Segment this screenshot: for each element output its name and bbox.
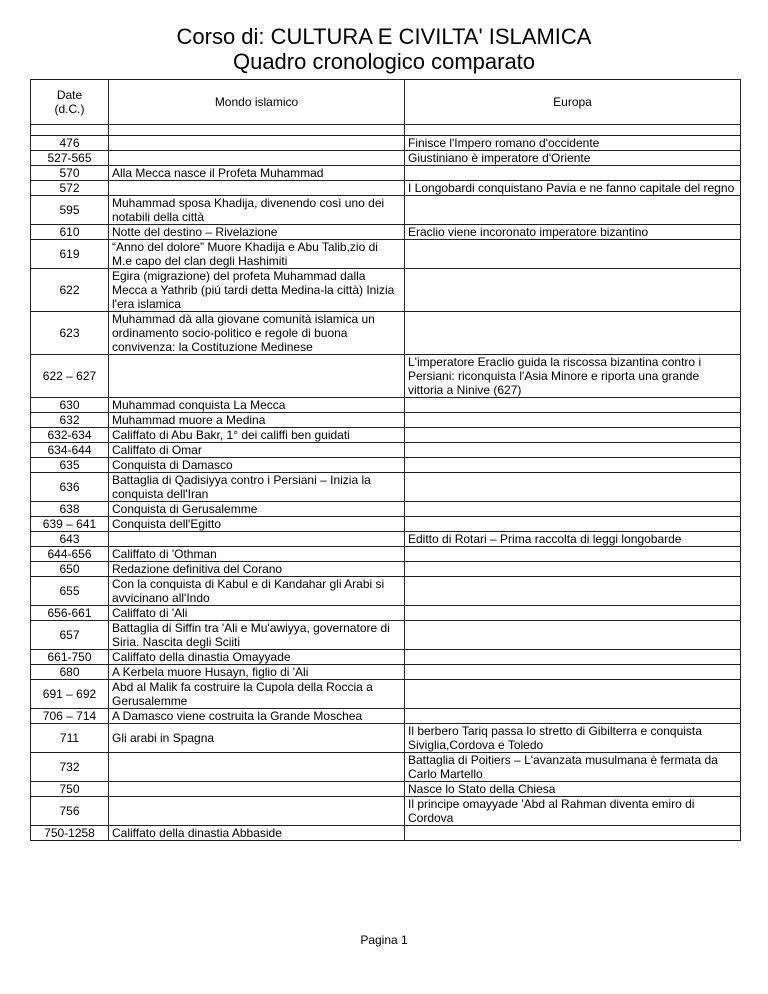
date-cell: 638: [31, 502, 109, 517]
islamic-world-cell: A Kerbela muore Husayn, figlio di 'Ali: [109, 665, 405, 680]
islamic-world-cell: Notte del destino – Rivelazione: [109, 225, 405, 240]
europe-cell: Eraclio viene incoronato imperatore bizantino: [405, 225, 741, 240]
europe-cell: I Longobardi conquistano Pavia e ne fanno capitale del regno: [405, 181, 741, 196]
islamic-world-cell: [109, 753, 405, 782]
date-cell: 635: [31, 458, 109, 473]
islamic-world-cell: Gli arabi in Spagna: [109, 724, 405, 753]
europe-cell: L'imperatore Eraclio guida la riscossa bizantina contro i Persiani: riconquista l'Asia Minore e riporta una grande vittoria a Ninive (627): [405, 355, 741, 398]
table-row: [31, 240, 741, 269]
date-cell: 650: [31, 562, 109, 577]
table-row: [31, 428, 741, 443]
europe-cell: [405, 680, 741, 709]
date-cell: 572: [31, 181, 109, 196]
date-cell: 630: [31, 398, 109, 413]
europe-cell: [405, 398, 741, 413]
date-cell: 632: [31, 413, 109, 428]
table-row: [31, 532, 741, 547]
header-row: [31, 80, 741, 125]
date-cell: 643: [31, 532, 109, 547]
islamic-world-cell: Califfato di Abu Bakr, 1° dei califfi ben guidati: [109, 428, 405, 443]
europe-cell: [405, 606, 741, 621]
date-cell: 655: [31, 577, 109, 606]
date-cell: 610: [31, 225, 109, 240]
europe-cell: Giustiniano è imperatore d'Oriente: [405, 151, 741, 166]
islamic-world-cell: [109, 782, 405, 797]
document-title: Corso di: CULTURA E CIVILTA' ISLAMICA: [176, 24, 592, 49]
date-cell: 476: [31, 136, 109, 151]
islamic-world-cell: Redazione definitiva del Corano: [109, 562, 405, 577]
europe-cell: Il principe omayyade 'Abd al Rahman diventa emiro di Cordova: [405, 797, 741, 826]
islamic-world-cell: Alla Mecca nasce il Profeta Muhammad: [109, 166, 405, 181]
europe-cell: [405, 577, 741, 606]
table-row: [31, 621, 741, 650]
table-row: [31, 473, 741, 502]
islamic-world-cell: Califfato di 'Othman: [109, 547, 405, 562]
chronology-table: [30, 79, 741, 841]
table-row: [31, 502, 741, 517]
table-body: [31, 125, 741, 841]
table-row: [31, 312, 741, 355]
europe-cell: [405, 196, 741, 225]
europe-cell: Finisce l'Impero romano d'occidente: [405, 136, 741, 151]
date-cell: 657: [31, 621, 109, 650]
date-cell: 527-565: [31, 151, 109, 166]
table-row: [31, 606, 741, 621]
table-row: [31, 225, 741, 240]
europe-cell: [405, 709, 741, 724]
date-cell: 756: [31, 797, 109, 826]
date-cell: 750-1258: [31, 826, 109, 841]
islamic-world-cell: [109, 151, 405, 166]
table-row: [31, 797, 741, 826]
date-cell: 622: [31, 269, 109, 312]
table-row: [31, 136, 741, 151]
date-cell: 623: [31, 312, 109, 355]
table-row: [31, 680, 741, 709]
date-cell: 632-634: [31, 428, 109, 443]
europe-cell: [405, 240, 741, 269]
table-row: [31, 562, 741, 577]
table-row: [31, 724, 741, 753]
islamic-world-cell: Con la conquista di Kabul e di Kandahar gli Arabi si avvicinano all'Indo: [109, 577, 405, 606]
europe-cell: [405, 443, 741, 458]
table-row: [31, 355, 741, 398]
islamic-world-cell: Muhammad muore a Medina: [109, 413, 405, 428]
date-cell: 636: [31, 473, 109, 502]
europe-cell: [405, 562, 741, 577]
europe-cell: [405, 269, 741, 312]
europe-cell: [405, 413, 741, 428]
table-row: [31, 151, 741, 166]
header-islamic-world: Mondo islamico: [109, 80, 405, 125]
date-cell: 691 – 692: [31, 680, 109, 709]
islamic-world-cell: Conquista di Damasco: [109, 458, 405, 473]
document-subtitle: Quadro cronologico comparato: [232, 49, 536, 74]
europe-cell: [405, 428, 741, 443]
europe-cell: [405, 517, 741, 532]
table-row: [31, 196, 741, 225]
islamic-world-cell: Conquista di Gerusalemme: [109, 502, 405, 517]
table-row: [31, 547, 741, 562]
islamic-world-cell: Califfato della dinastia Abbaside: [109, 826, 405, 841]
islamic-world-cell: [109, 136, 405, 151]
europe-cell: [405, 473, 741, 502]
europe-cell: [405, 826, 741, 841]
islamic-world-cell: Muhammad sposa Khadija, divenendo così uno dei notabili della città: [109, 196, 405, 225]
date-cell: 619: [31, 240, 109, 269]
europe-cell: [405, 312, 741, 355]
date-cell: 706 – 714: [31, 709, 109, 724]
islamic-world-cell: Battaglia di Qadisiyya contro i Persiani – Inizia la conquista dell'Iran: [109, 473, 405, 502]
date-cell: 639 – 641: [31, 517, 109, 532]
europe-cell: [405, 621, 741, 650]
header-europe: Europa: [405, 80, 741, 125]
date-cell: 661-750: [31, 650, 109, 665]
islamic-world-cell: “Anno del dolore” Muore Khadija e Abu Talib,zio di M.e capo del clan degli Hashimiti: [109, 240, 405, 269]
date-cell: 570: [31, 166, 109, 181]
europe-cell: [405, 502, 741, 517]
islamic-world-cell: Egira (migrazione) del profeta Muhammad dalla Mecca a Yathrib (piú tardi detta Medina-la città) Inizia l'era islamica: [109, 269, 405, 312]
date-cell: 732: [31, 753, 109, 782]
table-row: [31, 269, 741, 312]
europe-cell: Editto di Rotari – Prima raccolta di leggi longobarde: [405, 532, 741, 547]
europe-cell: Nasce lo Stato della Chiesa: [405, 782, 741, 797]
table-row: [31, 181, 741, 196]
europe-cell: [405, 458, 741, 473]
table-row: [31, 443, 741, 458]
europe-cell: [405, 547, 741, 562]
table-row: [31, 517, 741, 532]
islamic-world-cell: Califfato di 'Ali: [109, 606, 405, 621]
table-row: [31, 413, 741, 428]
date-cell: 656-661: [31, 606, 109, 621]
table-row: [31, 826, 741, 841]
europe-cell: [405, 665, 741, 680]
table-row: [31, 709, 741, 724]
table-row: [31, 665, 741, 680]
date-cell: 622 – 627: [31, 355, 109, 398]
table-row: [31, 650, 741, 665]
europe-cell: Il berbero Tariq passa lo stretto di Gibilterra e conquista Siviglia,Cordova e Toledo: [405, 724, 741, 753]
islamic-world-cell: [109, 181, 405, 196]
table-row: [31, 782, 741, 797]
islamic-world-cell: Abd al Malik fa costruire la Cupola della Roccia a Gerusalemme: [109, 680, 405, 709]
date-cell: 644-656: [31, 547, 109, 562]
islamic-world-cell: [109, 797, 405, 826]
islamic-world-cell: Muhammad dà alla giovane comunità islamica un ordinamento socio-politico e regole di buona convivenza: la Costituzione Medinese: [109, 312, 405, 355]
header-date: Date (d.C.): [31, 80, 109, 125]
europe-cell: [405, 650, 741, 665]
table-row: [31, 577, 741, 606]
islamic-world-cell: Conquista dell'Egitto: [109, 517, 405, 532]
islamic-world-cell: Battaglia di Siffin tra 'Ali e Mu'awiyya, governatore di Siria. Nascita degli Sciiti: [109, 621, 405, 650]
spacer-row: [31, 125, 741, 136]
europe-cell: [405, 166, 741, 181]
islamic-world-cell: A Damasco viene costruita la Grande Moschea: [109, 709, 405, 724]
date-cell: 750: [31, 782, 109, 797]
date-cell: 711: [31, 724, 109, 753]
page-number: Pagina 1: [360, 933, 408, 947]
table-row: [31, 166, 741, 181]
table-row: [31, 458, 741, 473]
islamic-world-cell: Califfato della dinastia Omayyade: [109, 650, 405, 665]
table-row: [31, 753, 741, 782]
table-row: [31, 398, 741, 413]
europe-cell: Battaglia di Poitiers – L'avanzata musulmana è fermata da Carlo Martello: [405, 753, 741, 782]
date-cell: 595: [31, 196, 109, 225]
islamic-world-cell: Muhammad conquista La Mecca: [109, 398, 405, 413]
islamic-world-cell: Califfato di Omar: [109, 443, 405, 458]
islamic-world-cell: [109, 532, 405, 547]
date-cell: 634-644: [31, 443, 109, 458]
islamic-world-cell: [109, 355, 405, 398]
date-cell: 680: [31, 665, 109, 680]
